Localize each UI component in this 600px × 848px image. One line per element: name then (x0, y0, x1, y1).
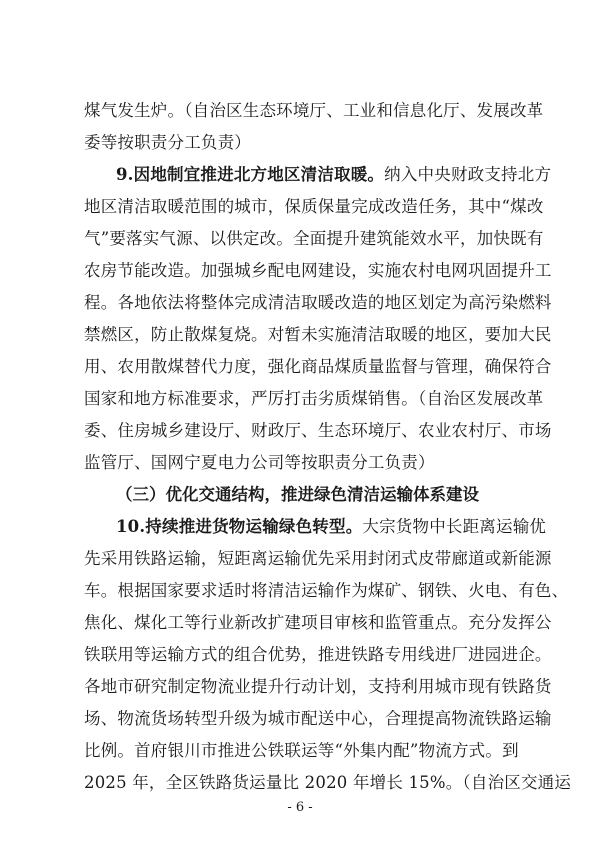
text-line: 焦化、煤化工等行业新改扩建项目审核和监管重点。充分发挥公 (84, 613, 552, 632)
paragraph-10-first-line (116, 511, 547, 543)
text-line: 比例。首府银川市推进公铁联运等“外集内配”物流方式。到 (84, 741, 519, 760)
text-line: 用、农用散煤替代力度，强化商品煤质量监督与管理，确保符合 (84, 357, 552, 376)
text-line: 铁联用等运输方式的组合优势，推进铁路专用线进厂进园进企。 (84, 645, 552, 664)
text-line: 场、物流货场转型升级为城市配送中心，合理提高物流铁路运输 (84, 709, 552, 728)
text-line: 国家和地方标准要求，严厉打击劣质煤销售。（自治区发展改革 (84, 389, 544, 408)
section-heading: （三）优化交通结构，推进绿色清洁运输体系建设 (116, 485, 479, 504)
text-line: 委、住房城乡建设厅、财政厅、生态环境厅、农业农村厅、市场 (84, 421, 552, 440)
paragraph-9-first-line (116, 159, 552, 191)
text-line: 气”要落实气源、以供定改。全面提升建筑能效水平，加快既有 (84, 229, 544, 248)
text-line: 2025 年，全区铁路货运量比 2020 年增长 15%。（自治区交通运 (84, 773, 572, 792)
page-number: - 6 - (287, 800, 313, 815)
paragraph-10-text: 大宗货物中长距离运输优 (362, 517, 547, 536)
text-line: 先采用铁路运输，短距离运输优先采用封闭式皮带廊道或新能源 (84, 549, 552, 568)
text-line: 车。根据国家要求适时将清洁运输作为煤矿、钢铁、火电、有色、 (84, 581, 569, 600)
text-line: 委等按职责分工负责） (84, 133, 251, 152)
paragraph-10-title: 10.持续推进货物运输绿色转型。 (116, 517, 363, 536)
text-line: 禁燃区，防止散煤复烧。对暂未实施清洁取暖的地区，要加大民 (84, 325, 552, 344)
paragraph-9-title: 9.因地制宜推进北方地区清洁取暖。 (116, 165, 385, 184)
paragraph-9-text: 纳入中央财政支持北方 (384, 165, 552, 184)
text-line: 地区清洁取暖范围的城市，保质保量完成改造任务，其中“煤改 (84, 197, 544, 216)
text-line: 监管厅、国网宁夏电力公司等按职责分工负责） (84, 453, 435, 472)
text-line: 程。各地依法将整体完成清洁取暖改造的地区划定为高污染燃料 (84, 293, 552, 312)
text-line: 各地市研究制定物流业提升行动计划，支持利用城市现有铁路货 (84, 677, 552, 696)
text-line: 农房节能改造。加强城乡配电网建设，实施农村电网巩固提升工 (84, 261, 552, 280)
text-line: 煤气发生炉。（自治区生态环境厅、工业和信息化厅、发展改革 (84, 101, 544, 120)
